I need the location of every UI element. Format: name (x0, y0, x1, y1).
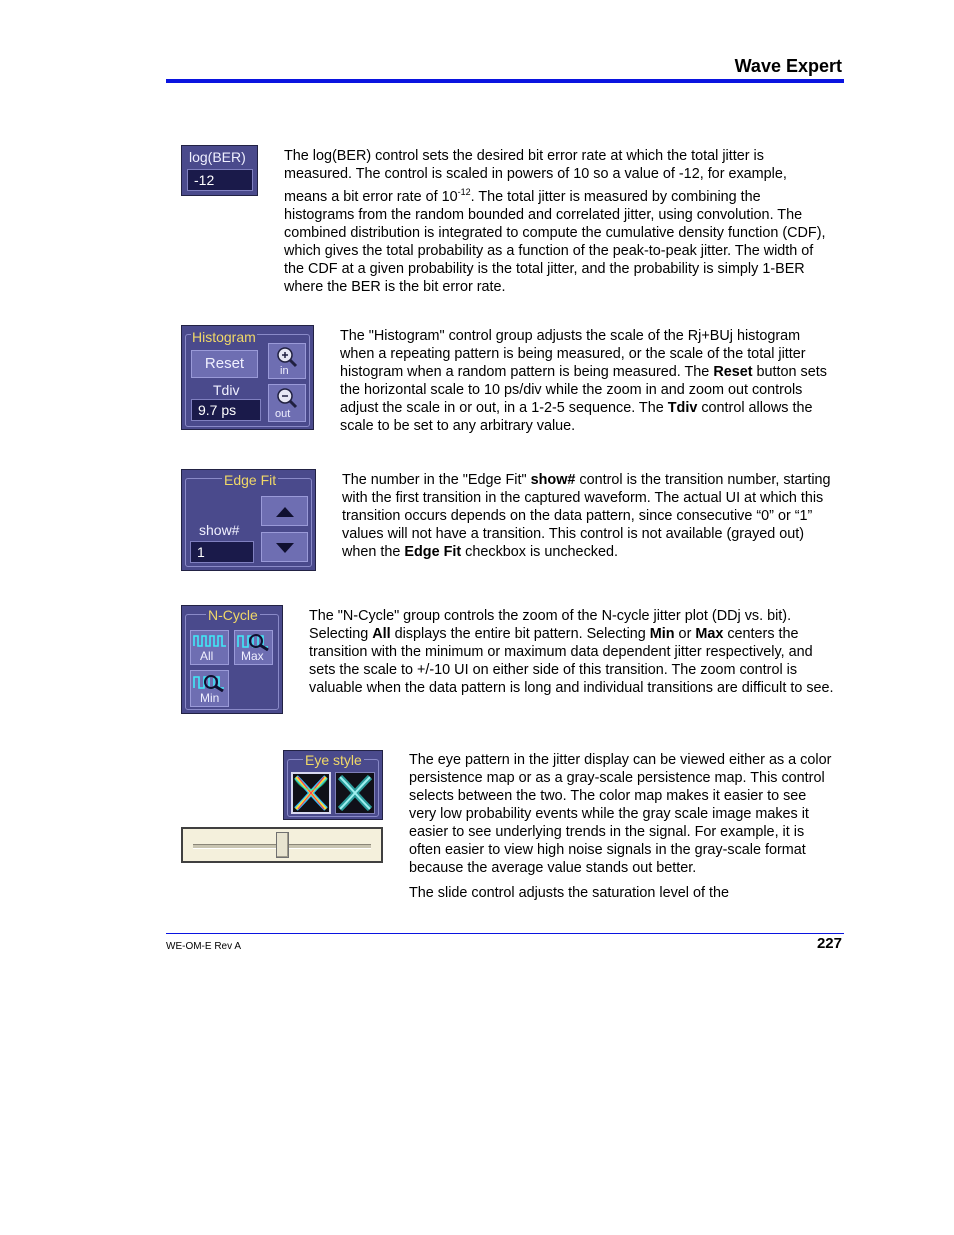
logber-value-field[interactable]: -12 (187, 169, 253, 191)
zoom-in-button[interactable] (268, 343, 306, 379)
edgefit-widget (181, 469, 316, 571)
zoom-out-label: out (275, 408, 291, 420)
show-increment-button[interactable] (261, 496, 308, 526)
show-number-field[interactable]: 1 (190, 541, 254, 563)
zoom-out-icon (274, 387, 300, 409)
histogram-description: The "Histogram" control group adjusts the scale of the Rj+BUj histogram when a repeating pattern is being measured, or the scale of the total jitter histogram when a random pattern is being measured. The Reset button sets the horizontal scale to 10 ps/div while the zoom in and zoom out controls adjust the scale in or out, in a 1-2-5 sequence. The Tdiv control allows the scale to be set to any arbitrary value. (340, 328, 827, 434)
eyestyle-title: Eye style (305, 752, 362, 768)
ncycle-max-button[interactable] (234, 630, 273, 665)
tdiv-value-field[interactable]: 9.7 ps (191, 399, 261, 421)
ncycle-all-button[interactable] (190, 630, 229, 665)
zoom-in-label: in (280, 365, 289, 377)
eye-gray-icon (338, 775, 372, 811)
histogram-reset-button[interactable]: Reset (191, 350, 258, 378)
edgefit-title: Edge Fit (224, 472, 277, 488)
page-number: 227 (816, 935, 842, 952)
ncycle-title: N-Cycle (208, 607, 258, 623)
ncycle-all-label: All (200, 649, 214, 663)
edgefit-description: The number in the "Edge Fit" show# control is the transition number, starting with the first transition in the captured waveform. The actual UI at which this transition occurs depends on the data pattern, since consecutive “0” or “1” values will not have a transition. This control is not available (grayed out) when the Edge Fit checkbox is unchecked. (342, 472, 831, 560)
logber-widget[interactable] (181, 145, 258, 196)
arrow-up-icon (275, 506, 295, 518)
logber-description: The log(BER) control sets the desired bit error rate at which the total jitter is measured. The control is scaled in powers of 10 so a value of -12, for example, means a bit error rate of $10^{-12}$. The total jitter is measured by combining the histograms from the random bounded and correlated jitter, using convolution. The combined distribution is integrated to compute the cumulative density function (CDF), which gives the total probability as a function of the peak-to-peak jitter. The width of the CDF at a given probability is the total jitter, and the probability is simply 1-BER where the BER is the bit error rate. (284, 148, 826, 295)
ncycle-min-label: Min (200, 691, 220, 705)
waveform-zoom-icon (193, 674, 227, 692)
tdiv-label: Tdiv (213, 382, 240, 398)
footer-rule (166, 933, 844, 934)
zoom-out-button[interactable] (268, 384, 306, 422)
saturation-slider[interactable] (181, 827, 383, 863)
ncycle-description: The "N-Cycle" group controls the zoom of the N-cycle jitter plot (DDj vs. bit). Selecting All displays the entire bit pattern. Selecting Min or Max centers the transition with the minimum or maximum data dependent jitter respectively, and sets the scale to +/-10 UI on either side of this transition. The zoom control is valuable when the data pattern is long and individual transitions are difficult to see. (309, 608, 834, 696)
footer-doc-id: WE-OM-E Rev A (166, 941, 242, 952)
histogram-widget (181, 325, 314, 430)
ncycle-max-label: Max (241, 649, 264, 663)
show-number-label: show# (199, 522, 240, 538)
eye-color-icon (294, 775, 328, 811)
histogram-title: Histogram (192, 329, 256, 345)
slider-thumb[interactable] (276, 832, 289, 858)
ncycle-min-button[interactable] (190, 670, 229, 707)
page-header-title: Wave Expert (734, 56, 842, 76)
ncycle-widget (181, 605, 283, 714)
eyestyle-description: The eye pattern in the jitter display can be viewed either as a color persistence map or as a gray-scale persistence map. This control selects between the two. The color map makes it easier to see very low probability events while the gray scale image makes it easier to see underlying trends in the signal. For example, it is often easier to view high noise signals in the gray-scale format because the average value stands out better. The slide control adjusts the saturation level of the (409, 752, 832, 901)
eyestyle-widget (283, 750, 383, 820)
logber-label: log(BER) (189, 149, 246, 165)
eye-gray-button[interactable] (335, 772, 375, 814)
header-rule (166, 79, 844, 83)
waveform-icon (193, 634, 227, 648)
arrow-down-icon (275, 542, 295, 554)
eye-color-button[interactable] (291, 772, 331, 814)
show-decrement-button[interactable] (261, 532, 308, 562)
